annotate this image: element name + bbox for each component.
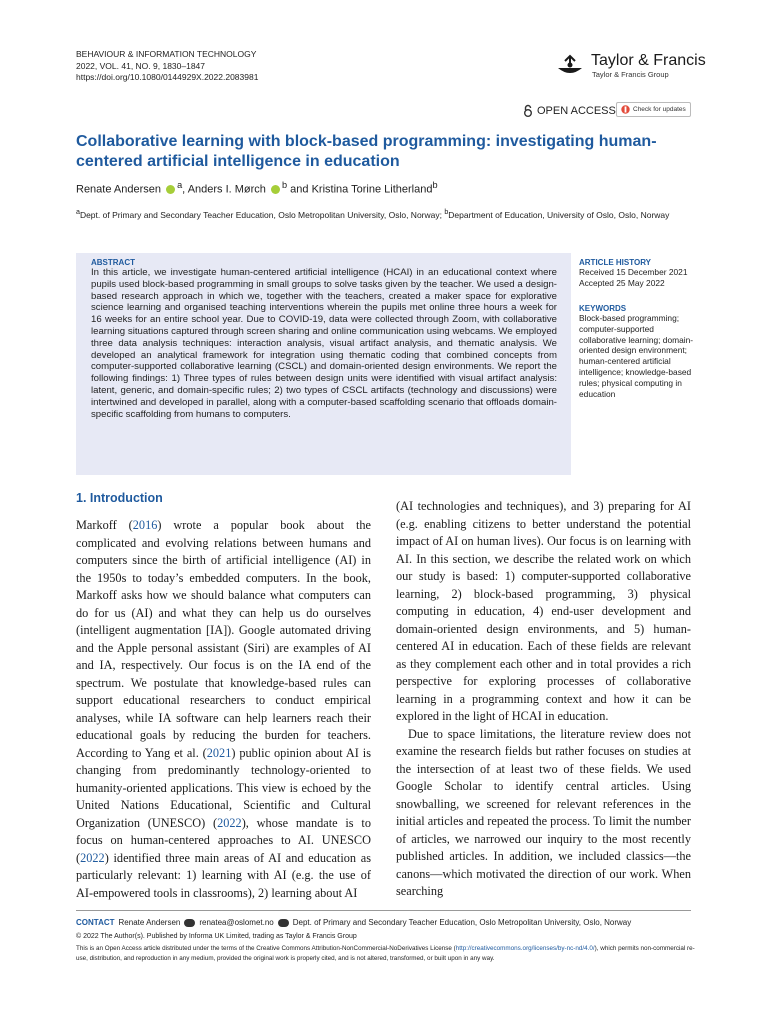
contact-name: Renate Andersen [118, 918, 181, 927]
affiliation-a: Dept. of Primary and Secondary Teacher Education, Oslo Metropolitan University, Oslo, Norway; [79, 209, 442, 220]
article-history-heading: ARTICLE HISTORY [579, 258, 652, 267]
contact-line [76, 918, 631, 927]
citation-link[interactable]: 2016 [132, 518, 158, 532]
footer-divider [76, 910, 691, 911]
contact-affiliation: Dept. of Primary and Secondary Teacher Education, Oslo Metropolitan University, Oslo, Norway [292, 918, 632, 927]
publisher-group: Taylor & Francis Group [592, 70, 669, 79]
author-name[interactable]: Renate Andersen [76, 183, 162, 196]
author-affil-sup: b [432, 180, 438, 190]
author-affil-sup: b [282, 180, 288, 190]
author-list: Renate Andersen $^a$, Anders I. Mørch $^b$ and Kristina Torine Litherland$^b$ [76, 180, 438, 196]
envelope-icon [278, 919, 289, 927]
received-date: Received 15 December 2021 [579, 267, 688, 277]
open-access-lock-icon [523, 104, 533, 117]
license-text: This is an Open Access article distributed under the terms of the Creative Commons Attribution-NonCommercial-NoDerivatives License (http://creativecommons.org/licenses/by-nc-nd/4.0/), which permits non-commercial re-use, distribution, and reproduction in any medium, provided the original work is properly cited, and is not altered, transformed, or built upon in any way. [76, 945, 695, 962]
journal-volume: 2022, VOL. 41, NO. 9, 1830–1847 [76, 60, 206, 71]
article-history [579, 258, 697, 289]
crossmark-icon [621, 105, 630, 114]
paragraph: (AI technologies and techniques), and 3) preparing for AI (e.g. enabling citizens to better understand the potential impact of AI on human lives). Our focus is on learning with AI. In this section, we describe the related work on which our study is based: 1) computer-supported collaborative learning, 2) block-based programming, 3) physical computing in education, 4) end-user development and domain-oriented design environments, and 5) human-centered AI in education. Each of these fields are relevant as they complement each other and in total provides a rich perspective for exploring processes of collaborative learning in a programming context and how it can be explored in the light of HCAI in education. [396, 499, 691, 723]
orcid-icon[interactable] [271, 185, 280, 194]
contact-email[interactable]: renatea@oslomet.no [199, 918, 274, 927]
citation-link[interactable]: 2022 [217, 815, 242, 830]
publisher-logo[interactable] [555, 52, 706, 82]
keywords-text: Block-based programming; computer-supported collaborative learning; domain-oriented design environment; human-centered artificial intelligence; knowledge-based rules; physical computing in education [579, 313, 694, 399]
journal-doi[interactable]: https://doi.org/10.1080/0144929X.2022.2083981 [76, 72, 259, 82]
logo-icon [555, 52, 585, 80]
orcid-icon[interactable] [166, 185, 175, 194]
author-affil-sup: a [177, 180, 183, 190]
contact-label: CONTACT [76, 918, 115, 927]
keywords-heading: KEYWORDS [579, 304, 627, 313]
author-name[interactable]: Kristina Torine Litherland [311, 183, 433, 196]
envelope-icon [184, 919, 195, 927]
check-updates-label: Check for updates [633, 106, 686, 113]
check-updates-button[interactable] [616, 102, 691, 117]
affiliation-b: Department of Education, University of Oslo, Oslo, Norway [448, 209, 670, 220]
paragraph: Due to space limitations, the literature review does not examine the research fields but rather focuses on studies at the intersection of at least two of these fields. We used Google Scholar to identify central articles. Using snowballing, we screened for relevant references in the initial articles and repeated the process. To limit the number of articles, we narrowed our inquiry to the most recently published articles. In addition, we included classics—the canons—which motivated the direction of our work. When searching [396, 726, 691, 898]
section-heading: 1. Introduction [76, 491, 163, 505]
journal-name: BEHAVIOUR & INFORMATION TECHNOLOGY [76, 49, 257, 59]
citation-link[interactable]: 2021 [206, 745, 232, 760]
article-title: Collaborative learning with block-based programming: investigating human-centered artificial intelligence in education [76, 133, 657, 170]
author-name[interactable]: Anders I. Mørch [187, 183, 266, 196]
license-link[interactable]: http://creativecommons.org/licenses/by-nc-nd/4.0/ [455, 945, 595, 952]
keywords [579, 304, 694, 399]
copyright: © 2022 The Author(s). Published by Informa UK Limited, trading as Taylor & Francis Group [76, 933, 357, 940]
accepted-date: Accepted 25 May 2022 [579, 277, 665, 288]
paragraph: Markoff (2016) wrote a popular book about the complicated and evolving relations between humans and computers since the birth of artificial intelligence (AI) in the 1950s to today’s embedded computers. In the book, Markoff asks how we should balance what computers can do for us (AI) and what they can help us do ourselves (intelligent augmentation [IA]). Google automated driving and the Apple personal assistant (Siri) are examples of AI and IA, respectively. Our focus is on the IA end of the spectrum. We postulate that knowledge-based rules can support educational researchers to conduct empirical analyses, while IA software can help learners reach their educational goals by reducing the burden for teachers. According to Yang et al. (2021) public opinion about AI is changing from predominantly technology-oriented to humanity-oriented applications. This view is echoed by the United Nations Educational, Scientific and Cultural Organization (UNESCO) (2022), whose mandate is to focus on human-centered approaches to AI. UNESCO (2022) identified three main areas of AI and education as particularly relevant: 1) learning with AI (e.g. the use of AI-empowered tools in classrooms), 2) learning about AI [76, 518, 372, 900]
citation-link[interactable]: 2022 [80, 850, 105, 865]
open-access-badge [523, 104, 616, 117]
publisher-name: Taylor & Francis [591, 52, 706, 69]
affiliations: $^a$Dept. of Primary and Secondary Teacher Education, Oslo Metropolitan University, Oslo, Norway; $^b$Department of Education, University of Oslo, Oslo, Norway [76, 208, 670, 220]
abstract-heading: ABSTRACT [91, 258, 135, 267]
journal-meta [76, 49, 258, 84]
left-column [76, 517, 371, 902]
abstract-text: In this article, we investigate human-centered artificial intelligence (HCAI) in an educational context where pupils used block-based programming in small groups to solve tasks given by the teacher. We used a design-based research approach in which we, together with the teachers, created a maker space for explorative science learning and organised teaching interventions wherein the pupils met online three hours a week for 16 weeks for an entire school year. Due to COVID-19, data were collected through Zoom, with collaborative learning situations captured through screen sharing and online communication using webcams. We employed three data analysis techniques: interaction analysis, visual artifact analysis, and thematic analysis. We developed an analytical framework for integration using thematic coding that combined concepts from computer-supported collaborative learning (CSCL) and domain-oriented design environments. We report the following findings: 1) Three types of rules between design units were identified with visual artifact analysis: latent, generic, and domain-specific rules; 2) two types of CSCL artifacts (technology and discussions) were intertwined and developed in parallel, along with a computer-based scaffolding scenario that offloads domain-specific scaffolding from humans to computers. [91, 267, 557, 420]
right-column [396, 498, 691, 901]
open-access-label: OPEN ACCESS [537, 104, 616, 117]
